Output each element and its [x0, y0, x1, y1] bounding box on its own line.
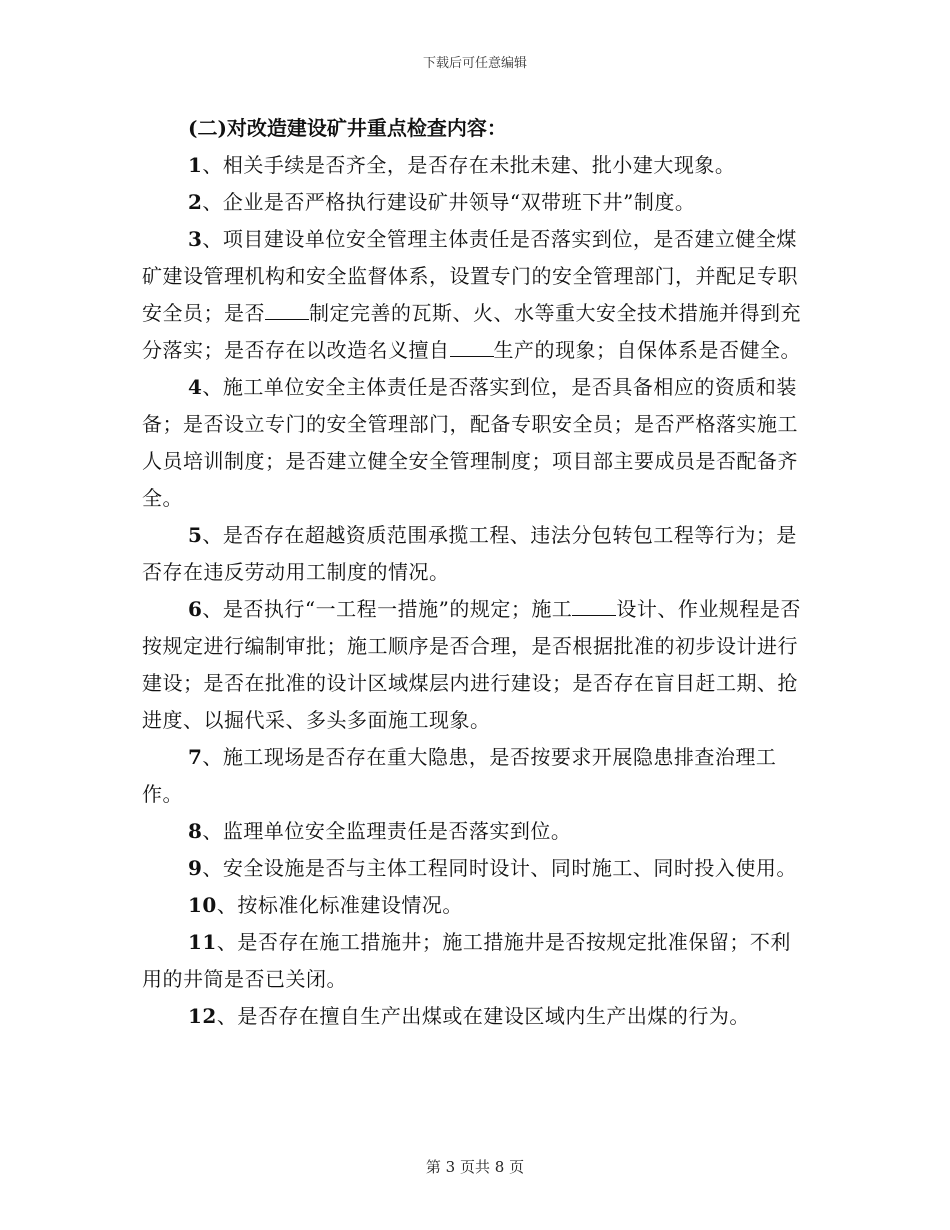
item-number: 7: [188, 745, 203, 769]
item-number: 12: [188, 1004, 217, 1028]
item-text: 、是否存在超越资质范围承揽工程、违法分包转包工程等行为；是否存在违反劳动用工制度的情况。: [142, 523, 797, 584]
list-item-12: [142, 998, 810, 1035]
item-text: 、相关手续是否齐全，是否存在未批未建、批小建大现象。: [202, 153, 736, 177]
list-item-6: [142, 591, 810, 739]
item-number: 2: [188, 190, 203, 214]
item-text: 、监理单位安全监理责任是否落实到位。: [202, 819, 572, 843]
list-item-1: [142, 147, 810, 184]
fill-blank: [572, 601, 616, 616]
list-item-9: [142, 850, 810, 887]
item-text: 、是否执行“一工程一措施”的规定；施工: [202, 597, 573, 621]
list-item-10: [142, 887, 810, 924]
item-number: 4: [188, 375, 203, 399]
item-text: 设计、作业规程是否按规定进行编制审批；施工顺序是否合理，是否根据批准的初步设计进行建设；是否在批准的设计区域煤层内进行建设；是否存在盲目赶工期、抢进度、以掘代采、多头多面施工现象。: [142, 597, 801, 732]
page-footer: 第 3 页共 8 页: [425, 1158, 525, 1176]
item-number: 5: [188, 523, 203, 547]
item-number: 1: [188, 153, 203, 177]
page-header: 下载后可任意编辑: [422, 56, 527, 71]
section-heading: (二)对改造建设矿井重点检查内容：: [188, 116, 507, 140]
item-text: 、是否存在施工措施井；施工措施井是否按规定批准保留；不利用的井筒是否已关闭。: [142, 930, 791, 991]
list-item-4: [142, 369, 810, 517]
list-item-8: [142, 813, 810, 850]
fill-blank: [450, 342, 494, 357]
list-item-11: [142, 924, 810, 998]
item-text: 制定完善的瓦斯、火、水等重大安全技术措施并得到充分落实；是否存在以改造名义擅自: [142, 301, 801, 362]
list-item-7: [142, 739, 810, 813]
item-number: 3: [188, 227, 203, 251]
item-text: 生产的现象；自保体系是否健全。: [493, 338, 801, 362]
list-item-3: [142, 221, 810, 369]
item-text: 、安全设施是否与主体工程同时设计、同时施工、同时投入使用。: [202, 856, 797, 880]
item-number: 10: [188, 893, 217, 917]
item-text: 、施工现场是否存在重大隐患，是否按要求开展隐患排查治理工作。: [142, 745, 777, 806]
item-text: 、按标准化标准建设情况。: [216, 893, 463, 917]
item-text: 、企业是否严格执行建设矿井领导“双带班下井”制度。: [202, 190, 696, 214]
list-item-5: [142, 517, 810, 591]
item-text: 、项目建设单位安全管理主体责任是否落实到位，是否建立健全煤矿建设管理机构和安全监督体系，设置专门的安全管理部门，并配足专职安全员；是否: [142, 227, 798, 325]
item-number: 11: [188, 930, 217, 954]
item-text: 、施工单位安全主体责任是否落实到位，是否具备相应的资质和装备；是否设立专门的安全管理部门，配备专职安全员；是否严格落实施工人员培训制度；是否建立健全安全管理制度；项目部主要成员是否配备齐全。: [142, 375, 798, 510]
fill-blank: [265, 305, 309, 320]
item-number: 6: [188, 597, 203, 621]
item-number: 8: [188, 819, 203, 843]
item-text: 、是否存在擅自生产出煤或在建设区域内生产出煤的行为。: [216, 1004, 750, 1028]
document-body: [142, 110, 810, 1035]
list-item-2: [142, 184, 810, 221]
item-number: 9: [188, 856, 203, 880]
